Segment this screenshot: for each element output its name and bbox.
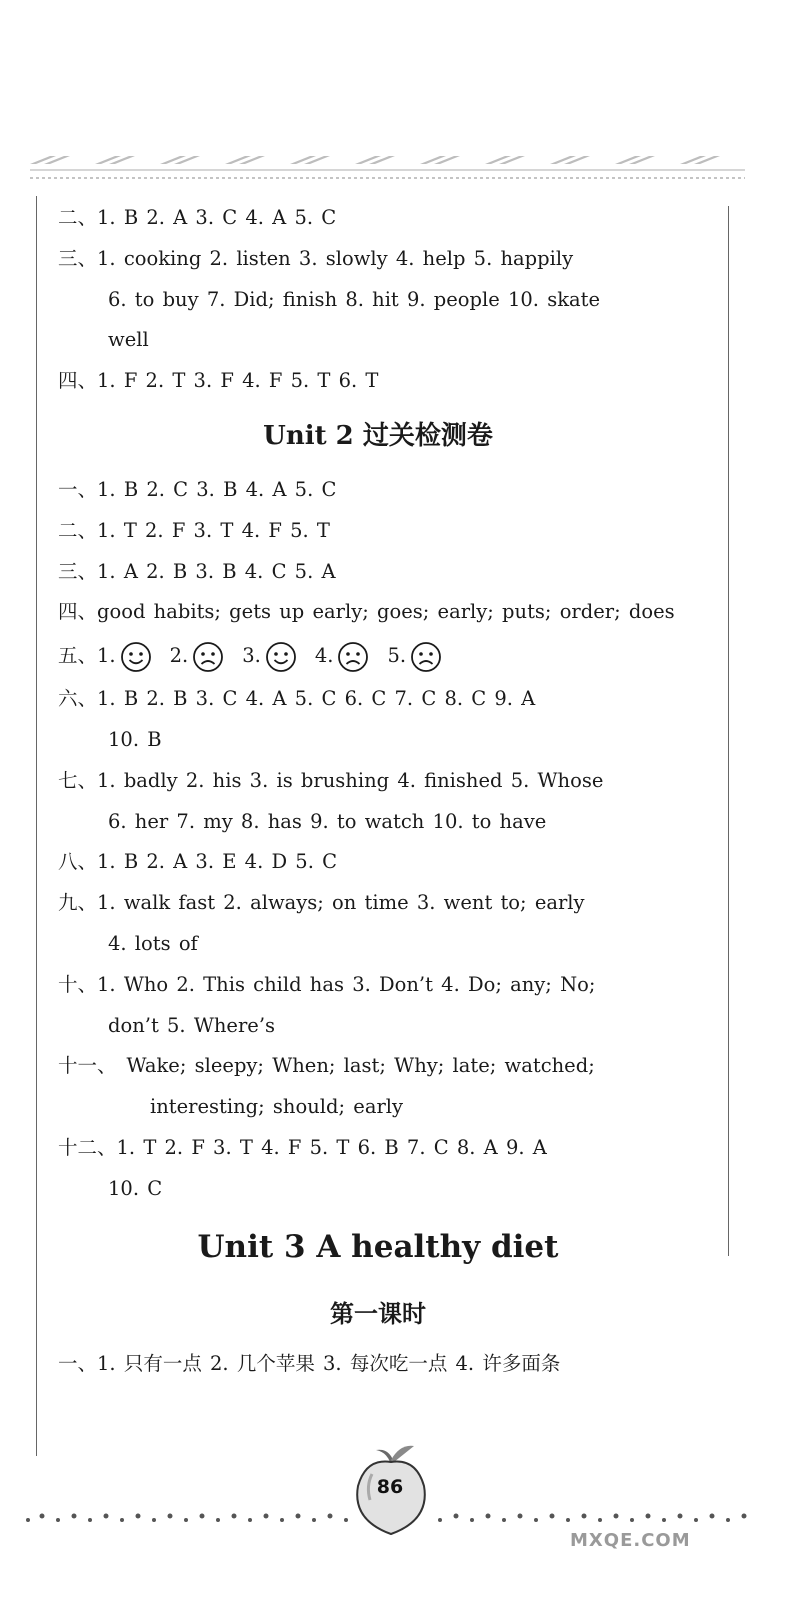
header-decoration <box>30 150 745 186</box>
answer-line: 四、good habits; gets up early; goes; early; puts; order; does <box>58 600 675 624</box>
lesson-heading: 第一课时 <box>330 1298 426 1328</box>
answer-line: 九、1. walk fast 2. always; on time 3. went to; early <box>58 891 585 915</box>
answer-line: 十、1. Who 2. This child has 3. Don’t 4. Do; any; No; <box>58 972 596 996</box>
unit3-heading: Unit 3 A healthy diet <box>197 1228 559 1265</box>
answer-continuation: interesting; should; early <box>150 1095 404 1119</box>
answer-continuation: 6. to buy 7. Did; finish 8. hit 9. people 10. skate <box>108 287 601 311</box>
answer-line: 三、1. cooking 2. listen 3. slowly 4. help 5. happily <box>58 246 574 270</box>
answer-line: 三、1. A 2. B 3. B 4. C 5. A <box>58 559 336 583</box>
answer-line: 一、1. 只有一点 2. 几个苹果 3. 每次吃一点 4. 许多面条 <box>58 1351 561 1375</box>
answer-line: 八、1. B 2. A 3. E 4. D 5. C <box>58 850 338 874</box>
answer-line: 二、1. T 2. F 3. T 4. F 5. T <box>58 518 330 542</box>
answer-continuation: well <box>108 328 149 352</box>
left-rule <box>36 196 37 1456</box>
face-answer-line: 五、1. 2. 3. 4. 5. <box>58 633 738 679</box>
answer-line: 四、1. F 2. T 3. F 4. F 5. T 6. T <box>58 369 379 393</box>
happy-face-icon <box>120 641 152 673</box>
page-number: 86 <box>376 1476 404 1498</box>
sad-face-icon <box>337 641 369 673</box>
answer-continuation: don’t 5. Where’s <box>108 1013 276 1037</box>
answer-continuation: 10. B <box>108 727 162 751</box>
happy-face-icon <box>265 641 297 673</box>
answer-continuation: 10. C <box>108 1176 163 1200</box>
answer-line: 六、1. B 2. B 3. C 4. A 5. C 6. C 7. C 8. C 9. A <box>58 687 536 711</box>
unit2-heading: Unit 2 过关检测卷 <box>263 420 493 451</box>
answer-line: 十一、 Wake; sleepy; When; last; Why; late; watched; <box>58 1054 595 1078</box>
sad-face-icon <box>410 641 442 673</box>
answer-continuation: 4. lots of <box>108 931 198 955</box>
answer-line: 一、1. B 2. C 3. B 4. A 5. C <box>58 477 337 501</box>
answer-line: 二、1. B 2. A 3. C 4. A 5. C <box>58 206 337 229</box>
answer-line: 七、1. badly 2. his 3. is brushing 4. finished 5. Whose <box>58 768 604 792</box>
answer-line: 十二、1. T 2. F 3. T 4. F 5. T 6. B 7. C 8. A 9. A <box>58 1135 547 1159</box>
answer-continuation: 6. her 7. my 8. has 9. to watch 10. to have <box>108 809 547 833</box>
sad-face-icon <box>192 641 224 673</box>
answer-key <box>58 198 738 1384</box>
watermark: MXQE.COM <box>570 1530 691 1551</box>
